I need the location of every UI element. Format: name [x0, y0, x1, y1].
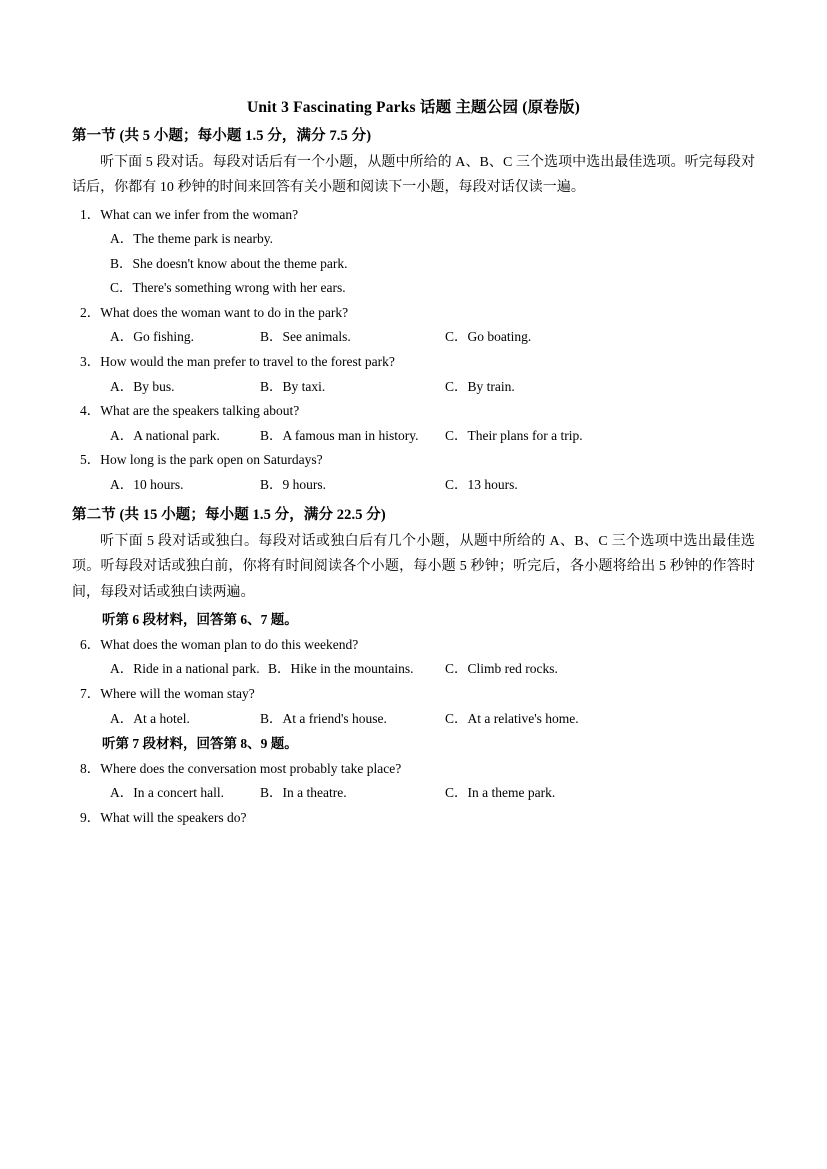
option-item: B．See animals.: [260, 329, 351, 345]
option-row: [72, 657, 755, 682]
question-number: 3．: [80, 354, 101, 370]
option-row: [72, 781, 755, 806]
section-1-heading: 第一节 (共 5 小题；每小题 1.5 分，满分 7.5 分): [72, 128, 372, 145]
option-row: [72, 325, 755, 350]
question-number: 6．: [80, 636, 101, 652]
question-number: 8．: [80, 760, 101, 776]
option-item: B．Hike in the mountains.: [268, 661, 414, 677]
question-text: How would the man prefer to travel to the forest park?: [100, 354, 395, 370]
question-text: Where does the conversation most probably take place?: [100, 760, 402, 776]
question-stem: [72, 682, 755, 707]
option-item: A．The theme park is nearby.: [110, 231, 273, 247]
material-group-label: 听第 7 段材料，回答第 8、9 题。: [102, 736, 298, 752]
option-item: C．Climb red rocks.: [445, 661, 558, 677]
option-item: C．There's something wrong with her ears.: [110, 280, 346, 296]
section-1-instructions: 听下面 5 段对话。每段对话后有一个小题，从题中所给的 A、B、C 三个选项中选出最佳选项。听完每段对话后，你都有 10 秒钟的时间来回答有关小题和阅读下一小题，每段对话仅读一遍。: [72, 154, 755, 196]
option-item: C．In a theme park.: [445, 785, 556, 801]
option-item: A．Ride in a national park.: [110, 661, 260, 677]
option-row: [72, 424, 755, 449]
page-title: Unit 3 Fascinating Parks 话题 主题公园 (原卷版): [246, 99, 581, 116]
section-2-instructions: 听下面 5 段对话或独白。每段对话或独白后有几个小题，从题中所给的 A、B、C 三个选项中选出最佳选项。听每段对话或独白前，你将有时间阅读各个小题，每小题 5 秒钟；听完后，各小题将给出 5 秒钟的作答时间，每段对话或独白读两遍。: [72, 533, 755, 600]
option-item: B．By taxi.: [260, 378, 326, 394]
question-text: What does the woman plan to do this weekend?: [100, 636, 359, 652]
question-stem: [72, 301, 755, 326]
option-item: B．In a theatre.: [260, 785, 347, 801]
option-item: A．A national park.: [110, 427, 220, 443]
option-item: A．At a hotel.: [110, 710, 190, 726]
question-stem: [72, 633, 755, 658]
question-text: How long is the park open on Saturdays?: [100, 452, 323, 468]
option-item: C．Their plans for a trip.: [445, 427, 583, 443]
option-item: B．A famous man in history.: [260, 427, 419, 443]
question-number: 7．: [80, 686, 101, 702]
option-item: C．Go boating.: [445, 329, 532, 345]
question-stem: [72, 806, 755, 831]
option-item: A．10 hours.: [110, 476, 184, 492]
question-stem: [72, 350, 755, 375]
option-row: [72, 707, 755, 732]
question-text: What are the speakers talking about?: [100, 403, 300, 419]
question-stem: [72, 757, 755, 782]
section-2-heading: 第二节 (共 15 小题；每小题 1.5 分，满分 22.5 分): [72, 507, 386, 524]
option-item: C．13 hours.: [445, 476, 518, 492]
option-item: A．Go fishing.: [110, 329, 194, 345]
question-stem: [72, 448, 755, 473]
question-text: Where will the woman stay?: [100, 686, 255, 702]
option-row: [72, 473, 755, 498]
material-group-label: 听第 6 段材料，回答第 6、7 题。: [102, 612, 298, 628]
question-text: What does the woman want to do in the park?: [100, 304, 349, 320]
question-number: 2．: [80, 304, 101, 320]
question-stem: [72, 399, 755, 424]
option-item: B．9 hours.: [260, 476, 327, 492]
option-item: A．In a concert hall.: [110, 785, 224, 801]
option-item: C．By train.: [445, 378, 515, 394]
option-item: C．At a relative's home.: [445, 710, 579, 726]
question-text: What will the speakers do?: [100, 809, 247, 825]
question-number: 5．: [80, 452, 101, 468]
option-item: A．By bus.: [110, 378, 175, 394]
question-number: 9．: [80, 809, 101, 825]
question-number: 4．: [80, 403, 101, 419]
option-item: B．She doesn't know about the theme park.: [110, 255, 348, 271]
question-stem: [72, 203, 755, 228]
option-item: B．At a friend's house.: [260, 710, 387, 726]
question-number: 1．: [80, 206, 101, 222]
option-row: [72, 375, 755, 400]
question-text: What can we infer from the woman?: [100, 206, 299, 222]
